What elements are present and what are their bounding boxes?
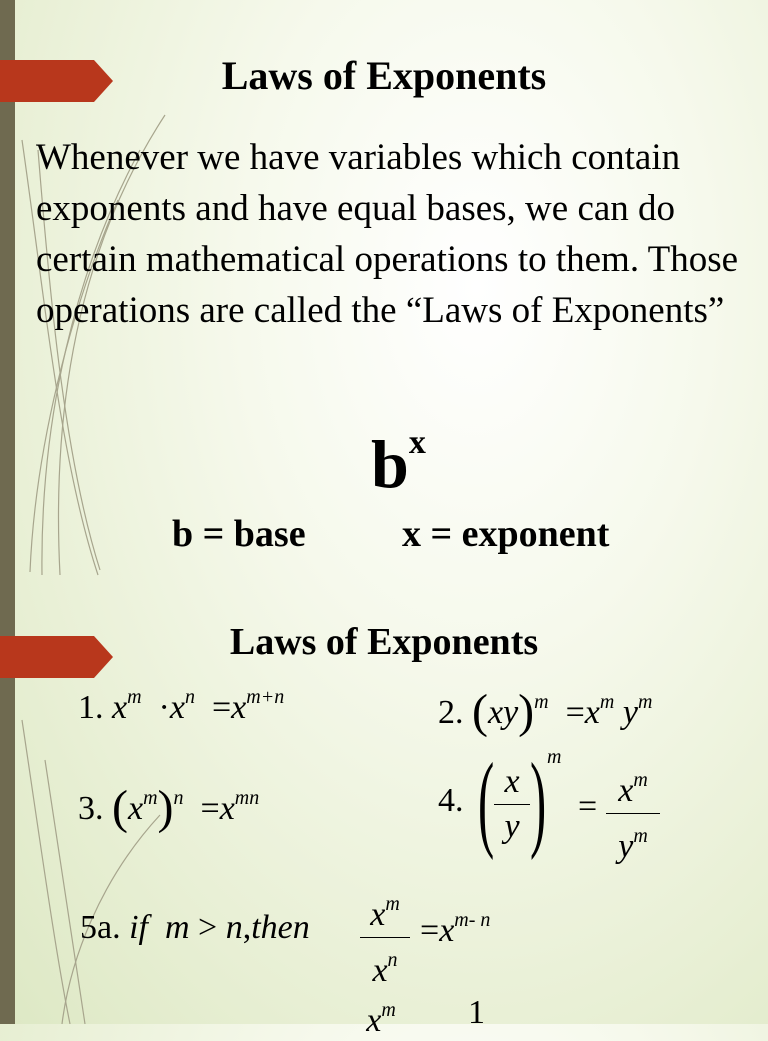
law-4-outer-exponent: m	[547, 746, 562, 768]
law-4-inner-fraction: x y	[494, 762, 530, 847]
law-3-number: 3.	[78, 790, 104, 827]
exponent-symbol: x	[408, 424, 426, 461]
law-2-number: 2.	[438, 694, 464, 731]
law-5a-fraction: $x^m$ $x^n$	[360, 884, 410, 991]
base-definition: b = base	[172, 513, 306, 555]
law-5b-partial-numerator: 1	[468, 994, 485, 1031]
slide-title: Laws of Exponents	[221, 53, 547, 98]
law-2: 2. $(xy)^m =x^m$ $y^m$	[438, 685, 653, 738]
law-3: 3. $(x^m)^n =x^{mn}$	[78, 781, 260, 834]
law-4-equals: =	[578, 788, 598, 825]
intro-paragraph: Whenever we have variables which contain exponents and have equal bases, we can do certain mathematical operations to them. Those operations are called the “Laws of Exponents”	[36, 137, 739, 331]
law-4-result-fraction: $x^m$ $y^m$	[606, 760, 660, 867]
exponent-definition: x = exponent	[402, 513, 610, 555]
base-symbol: b	[371, 426, 409, 502]
exponent-notation	[371, 424, 426, 504]
laws-heading: Laws of Exponents	[229, 621, 539, 663]
law-5a-number: 5a.	[80, 909, 121, 946]
law-5a-result: $=x^{m- n}$	[420, 909, 491, 949]
law-1: 1. $x^m \cdot x^n =x^{m+n}$	[78, 686, 285, 726]
law-4-left-paren: (	[478, 742, 495, 861]
law-1-number: 1.	[78, 689, 104, 726]
law-5b-partial-fraction: $x^m$	[366, 999, 396, 1039]
law-4-right-paren: )	[530, 742, 547, 861]
law-5a: 5a. if m > n,then	[80, 909, 310, 946]
law-4-number: 4.	[438, 782, 464, 819]
